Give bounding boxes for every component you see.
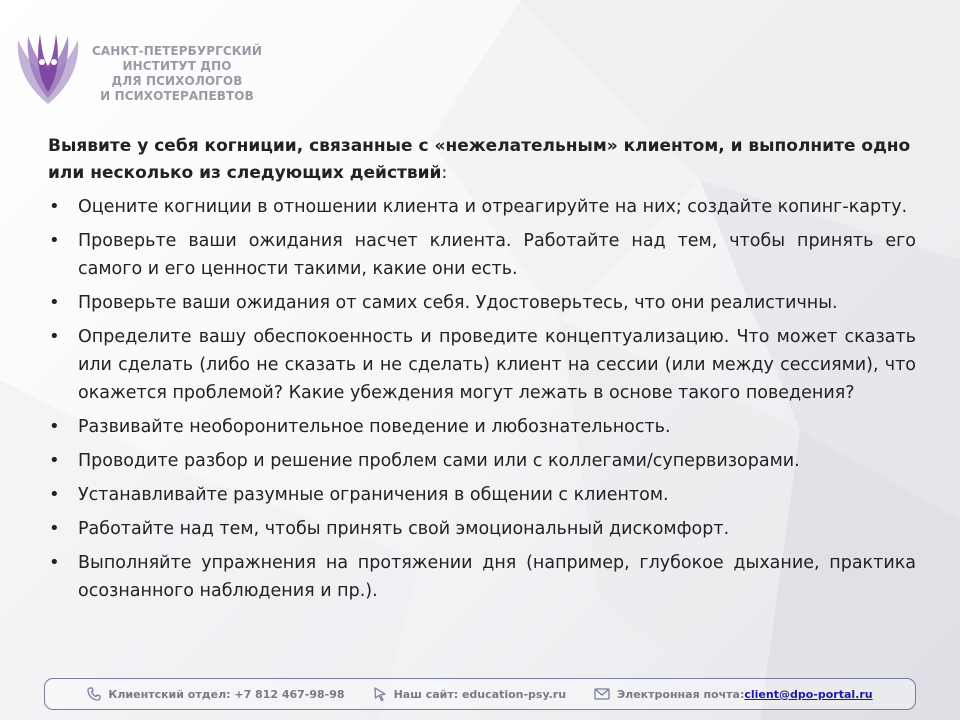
bullet: • bbox=[49, 484, 60, 505]
heading-text: Выявите у себя когниции, связанные с «нежелательным» клиентом, и выполните одно или несколько из следующих действий bbox=[48, 136, 911, 183]
list-item-text: Проверьте ваши ожидания насчет клиента. Работайте над тем, чтобы принять его самого и его ценности такими, какие они есть. bbox=[78, 231, 916, 279]
list-item-text: Выполняйте упражнения на протяжении дня (например, глубокое дыхание, практика осознанного наблюдения и пр.). bbox=[78, 553, 916, 601]
logo-text bbox=[92, 44, 262, 104]
list-item bbox=[48, 289, 916, 317]
cursor-icon bbox=[373, 687, 387, 701]
list-item-text: Определите вашу обеспокоенность и проведите концептуализацию. Что может сказать или сделать (либо не сказать и не сделать) клиент на сессии (или между сессиями), что окажется проблемой? Какие убеждения могут лежать в основе такого поведения? bbox=[78, 327, 916, 403]
list-item bbox=[48, 481, 916, 509]
list-item bbox=[48, 193, 916, 221]
logo-line: САНКТ-ПЕТЕРБУРГСКИЙ bbox=[92, 44, 262, 58]
email-link[interactable]: client@dpo-portal.ru bbox=[744, 687, 873, 701]
list-item-text: Проверьте ваши ожидания от самих себя. Удостоверьтесь, что они реалистичны. bbox=[78, 293, 838, 313]
footer-site[interactable] bbox=[373, 687, 567, 701]
list-item-text: Устанавливайте разумные ограничения в общении с клиентом. bbox=[78, 485, 669, 505]
action-list bbox=[48, 193, 916, 605]
bullet: • bbox=[49, 196, 60, 217]
list-item-text: Оцените когниции в отношении клиента и отреагируйте на них; создайте копинг-карту. bbox=[78, 197, 908, 217]
bullet: • bbox=[49, 416, 60, 437]
logo-line: ИНСТИТУТ ДПО bbox=[122, 59, 232, 73]
bullet: • bbox=[49, 518, 60, 539]
list-item-text: Проводите разбор и решение проблем сами или с коллегами/супервизорами. bbox=[78, 451, 800, 471]
bullet: • bbox=[49, 552, 60, 573]
list-item-text: Работайте над тем, чтобы принять свой эмоциональный дискомфорт. bbox=[78, 519, 730, 539]
bullet: • bbox=[49, 230, 60, 251]
bullet: • bbox=[49, 292, 60, 313]
footer-email[interactable] bbox=[594, 688, 873, 701]
email-label: Электронная почта: bbox=[617, 687, 745, 701]
slide-heading bbox=[48, 133, 916, 187]
institute-logo[interactable] bbox=[8, 18, 268, 118]
phone-text: Клиентский отдел: +7 812 467-98-98 bbox=[108, 687, 345, 701]
logo-line: ДЛЯ ПСИХОЛОГОВ bbox=[111, 74, 243, 88]
bullet: • bbox=[49, 326, 60, 347]
list-item bbox=[48, 447, 916, 475]
list-item bbox=[48, 549, 916, 605]
list-item bbox=[48, 515, 916, 543]
list-item bbox=[48, 413, 916, 441]
footer-phone[interactable] bbox=[87, 687, 344, 701]
bullet: • bbox=[49, 450, 60, 471]
heading-suffix: : bbox=[441, 163, 448, 183]
main-content bbox=[48, 133, 916, 611]
phone-icon bbox=[87, 687, 101, 701]
site-text: Наш сайт: education-psy.ru bbox=[393, 687, 567, 701]
mail-icon bbox=[594, 688, 610, 700]
list-item bbox=[48, 323, 916, 407]
list-item bbox=[48, 227, 916, 283]
owl-wing-logo-icon bbox=[8, 18, 88, 110]
logo-line: И ПСИХОТЕРАПЕВТОВ bbox=[100, 89, 254, 103]
list-item-text: Развивайте необоронительное поведение и любознательность. bbox=[78, 417, 671, 437]
contact-footer bbox=[44, 678, 916, 710]
